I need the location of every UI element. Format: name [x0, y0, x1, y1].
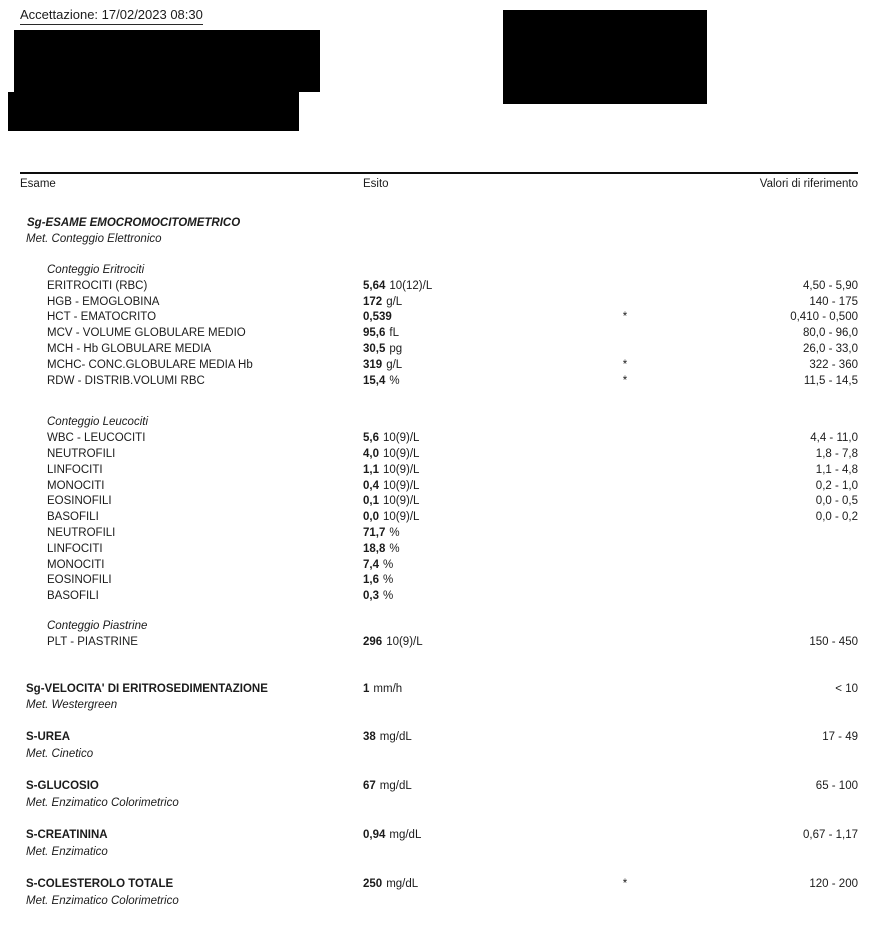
- result-value: [363, 479, 605, 495]
- result-value: [363, 431, 605, 447]
- result-number: 5,6: [363, 432, 379, 445]
- test-method: Met. Cinetico: [26, 748, 94, 761]
- test-block: [20, 730, 858, 762]
- abnormal-flag: [605, 589, 645, 605]
- section-block: [20, 215, 858, 247]
- result-row: [20, 326, 858, 342]
- abnormal-flag: [605, 326, 645, 342]
- abnormal-flag: *: [622, 311, 628, 324]
- group-title: Conteggio Leucociti: [47, 416, 149, 429]
- result-number: 15,4: [363, 374, 386, 387]
- result-row: [20, 431, 858, 447]
- test-label: HCT - EMATOCRITO: [47, 311, 157, 324]
- result-value: [363, 682, 605, 714]
- abnormal-flag: [605, 542, 645, 558]
- abnormal-flag: [605, 342, 645, 358]
- test-title: S-GLUCOSIO: [26, 780, 99, 793]
- result-unit: 10(9)/L: [383, 511, 420, 524]
- result-number: 0,3: [363, 590, 379, 603]
- reference-range: [645, 542, 858, 558]
- result-unit: %: [389, 374, 400, 387]
- redacted-block: [8, 92, 299, 131]
- col-header-esito: Esito: [363, 178, 389, 190]
- test-block: [20, 828, 858, 860]
- abnormal-flag: [605, 295, 645, 311]
- test-label: LINFOCITI: [47, 463, 103, 476]
- test-block: [20, 877, 858, 909]
- result-row: [20, 589, 858, 605]
- result-number: 0,4: [363, 479, 379, 492]
- test-label: MCH - Hb GLOBULARE MEDIA: [47, 342, 212, 355]
- test-method: Met. Enzimatico: [26, 845, 108, 858]
- test-label: PLT - PIASTRINE: [47, 635, 138, 648]
- result-unit: mg/dL: [379, 780, 412, 793]
- abnormal-flag: *: [622, 374, 628, 387]
- result-number: 296: [363, 635, 383, 648]
- abnormal-flag: [605, 779, 645, 811]
- test-label: MONOCITI: [47, 479, 105, 492]
- results-table: [20, 172, 858, 909]
- result-number: 4,0: [363, 447, 379, 460]
- test-label: NEUTROFILI: [47, 447, 116, 460]
- group-title: Conteggio Eritrociti: [47, 264, 145, 276]
- reference-range: 322 - 360: [809, 358, 858, 371]
- result-value: [363, 295, 605, 311]
- result-value: [363, 526, 605, 542]
- result-row: [20, 510, 858, 526]
- result-value: [363, 779, 605, 811]
- reference-range: < 10: [835, 682, 858, 695]
- abnormal-flag: [605, 573, 645, 589]
- result-unit: 10(9)/L: [386, 635, 423, 648]
- reference-range: 0,0 - 0,5: [815, 495, 858, 508]
- abnormal-flag: *: [622, 877, 628, 890]
- test-method: Met. Westergreen: [26, 699, 118, 712]
- result-number: 5,64: [363, 279, 386, 292]
- result-unit: 10(9)/L: [383, 432, 420, 445]
- result-unit: mg/dL: [379, 731, 412, 744]
- test-label: MCHC- CONC.GLOBULARE MEDIA Hb: [47, 358, 253, 371]
- test-method: Met. Enzimatico Colorimetrico: [26, 796, 179, 809]
- result-value: [363, 877, 605, 909]
- test-label: LINFOCITI: [47, 542, 103, 555]
- abnormal-flag: [605, 510, 645, 526]
- result-number: 18,8: [363, 542, 386, 555]
- reference-range: 140 - 175: [809, 295, 858, 308]
- result-number: 0,1: [363, 495, 379, 508]
- reference-range: 11,5 - 14,5: [803, 374, 858, 387]
- abnormal-flag: [605, 828, 645, 860]
- test-label: BASOFILI: [47, 590, 99, 603]
- abnormal-flag: [605, 431, 645, 447]
- test-block: [20, 779, 858, 811]
- abnormal-flag: [605, 494, 645, 510]
- abnormal-flag: [605, 558, 645, 574]
- abnormal-flag: [605, 682, 645, 714]
- result-number: 1: [363, 682, 370, 695]
- result-unit: fL: [389, 327, 399, 340]
- result-value: [363, 342, 605, 358]
- result-row: [20, 295, 858, 311]
- test-label: MONOCITI: [47, 558, 105, 571]
- result-number: 250: [363, 877, 383, 890]
- test-title: S-COLESTEROLO TOTALE: [26, 877, 174, 890]
- result-value: [363, 358, 605, 374]
- result-group: [20, 415, 858, 605]
- test-label: MCV - VOLUME GLOBULARE MEDIO: [47, 327, 246, 340]
- test-label-cell: [20, 779, 363, 811]
- redacted-block: [503, 10, 707, 104]
- reference-range: [645, 589, 858, 605]
- result-number: 0,94: [363, 828, 386, 841]
- result-unit: 10(9)/L: [383, 479, 420, 492]
- reference-range: 4,4 - 11,0: [810, 432, 858, 445]
- result-row: [20, 542, 858, 558]
- abnormal-flag: [605, 279, 645, 295]
- test-label-cell: [20, 828, 363, 860]
- reference-range: [645, 573, 858, 589]
- test-label-cell: [20, 877, 363, 909]
- reference-range: 17 - 49: [822, 731, 858, 744]
- result-number: 71,7: [363, 526, 386, 539]
- result-unit: mg/dL: [386, 877, 419, 890]
- result-unit: g/L: [386, 358, 403, 371]
- result-value: [363, 635, 605, 651]
- result-unit: %: [389, 542, 400, 555]
- result-unit: 10(9)/L: [383, 495, 420, 508]
- result-row: [20, 463, 858, 479]
- test-label: NEUTROFILI: [47, 526, 116, 539]
- result-number: 38: [363, 731, 376, 744]
- col-header-esame: Esame: [20, 178, 56, 190]
- report-body: [20, 215, 858, 909]
- result-value: [363, 828, 605, 860]
- redacted-block: [14, 30, 320, 92]
- reference-range: 1,1 - 4,8: [815, 463, 858, 476]
- result-number: 30,5: [363, 342, 386, 355]
- abnormal-flag: [605, 635, 645, 651]
- reference-range: 120 - 200: [809, 877, 858, 890]
- result-value: [363, 326, 605, 342]
- test-block: [20, 682, 858, 714]
- test-label: BASOFILI: [47, 511, 99, 524]
- result-unit: %: [383, 558, 394, 571]
- result-value: [363, 542, 605, 558]
- result-number: 1,6: [363, 574, 379, 587]
- group-title: Conteggio Piastrine: [47, 619, 148, 632]
- reference-range: 0,410 - 0,500: [790, 311, 858, 324]
- result-number: 0,539: [363, 311, 392, 324]
- result-value: [363, 310, 605, 326]
- section-title: Sg-ESAME EMOCROMOCITOMETRICO: [27, 217, 241, 229]
- result-unit: mm/h: [373, 682, 403, 695]
- result-unit: 10(9)/L: [383, 447, 420, 460]
- reference-range: [645, 526, 858, 542]
- result-row: [20, 358, 858, 374]
- reference-range: 0,67 - 1,17: [803, 828, 858, 841]
- test-title: S-UREA: [26, 731, 71, 744]
- reference-range: 0,2 - 1,0: [815, 479, 858, 492]
- reference-range: 4,50 - 5,90: [803, 279, 858, 292]
- reference-range: 26,0 - 33,0: [803, 342, 858, 355]
- test-label-cell: [20, 682, 363, 714]
- result-number: 95,6: [363, 327, 386, 340]
- test-title: Sg-VELOCITA' DI ERITROSEDIMENTAZIONE: [26, 682, 268, 695]
- reference-range: 0,0 - 0,2: [815, 511, 858, 524]
- result-row: [20, 635, 858, 651]
- abnormal-flag: [605, 463, 645, 479]
- test-title: S-CREATININA: [26, 828, 108, 841]
- test-label: RDW - DISTRIB.VOLUMI RBC: [47, 374, 205, 387]
- result-unit: g/L: [386, 295, 403, 308]
- result-value: [363, 463, 605, 479]
- reference-range: 65 - 100: [815, 780, 858, 793]
- result-value: [363, 589, 605, 605]
- section-method: Met. Conteggio Elettronico: [26, 233, 162, 245]
- result-number: 67: [363, 780, 376, 793]
- acceptance-date-line: Accettazione: 17/02/2023 08:30: [20, 7, 203, 25]
- test-label: HGB - EMOGLOBINA: [47, 295, 160, 308]
- result-unit: %: [383, 574, 394, 587]
- result-number: 319: [363, 358, 383, 371]
- result-value: [363, 447, 605, 463]
- result-unit: mg/dL: [389, 828, 422, 841]
- result-row: [20, 310, 858, 326]
- reference-range: [645, 558, 858, 574]
- result-value: [363, 374, 605, 390]
- test-label: WBC - LEUCOCITI: [47, 432, 146, 445]
- result-value: [363, 573, 605, 589]
- reference-range: 150 - 450: [809, 635, 858, 648]
- result-value: [363, 558, 605, 574]
- abnormal-flag: [605, 479, 645, 495]
- result-group: [20, 263, 858, 389]
- result-row: [20, 526, 858, 542]
- test-label: EOSINOFILI: [47, 574, 112, 587]
- result-number: 7,4: [363, 558, 379, 571]
- result-number: 0,0: [363, 511, 379, 524]
- test-label-cell: [20, 730, 363, 762]
- reference-range: 80,0 - 96,0: [803, 327, 858, 340]
- result-row: [20, 573, 858, 589]
- test-method: Met. Enzimatico Colorimetrico: [26, 894, 179, 907]
- abnormal-flag: [605, 526, 645, 542]
- abnormal-flag: [605, 447, 645, 463]
- result-number: 172: [363, 295, 383, 308]
- col-header-riferimento: Valori di riferimento: [759, 178, 858, 190]
- result-group: [20, 619, 858, 651]
- result-row: [20, 374, 858, 390]
- result-value: [363, 730, 605, 762]
- abnormal-flag: [605, 730, 645, 762]
- result-unit: pg: [389, 342, 403, 355]
- result-value: [363, 510, 605, 526]
- result-unit: %: [389, 526, 400, 539]
- result-row: [20, 447, 858, 463]
- result-value: [363, 494, 605, 510]
- reference-range: 1,8 - 7,8: [815, 447, 858, 460]
- result-unit: 10(9)/L: [383, 463, 420, 476]
- table-header-row: [20, 172, 858, 192]
- test-label: ERITROCITI (RBC): [47, 279, 148, 292]
- result-row: [20, 558, 858, 574]
- result-row: [20, 279, 858, 295]
- test-label: EOSINOFILI: [47, 495, 112, 508]
- result-unit: %: [383, 590, 394, 603]
- result-value: [363, 279, 605, 295]
- result-row: [20, 342, 858, 358]
- abnormal-flag: *: [622, 358, 628, 371]
- result-unit: 10(12)/L: [389, 279, 433, 292]
- result-row: [20, 479, 858, 495]
- result-row: [20, 494, 858, 510]
- result-number: 1,1: [363, 463, 379, 476]
